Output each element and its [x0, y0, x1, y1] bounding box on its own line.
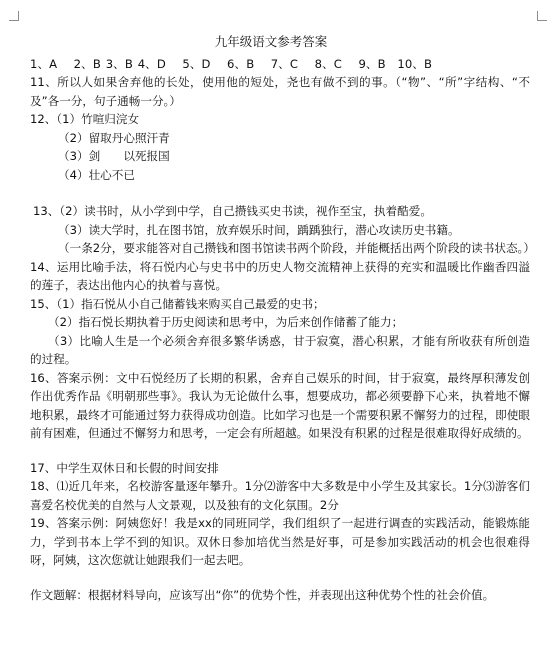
answer-13-part-3: （3）读大学时，扎在图书馆，放弃娱乐时间，踽踽独行，潜心攻读历史书籍。: [58, 222, 460, 237]
answer-13-scoring-note: （一条2分，要求能答对自己攒钱和图书馆读书两个阶段，并能概括出两个阶段的读书状态。）: [58, 241, 535, 255]
answer-15-part-1: 15、（1）指石悦从小自己储蓄钱来购买自己最爱的史书；: [30, 296, 325, 311]
answer-13-part-2: 13、（2）读书时，从小学到中学，自己攒钱买史书读，视作至宝，执着酷爱。: [33, 204, 432, 218]
answer-12-item-4: （4）壮心不已: [58, 167, 135, 182]
multiple-choice-answers: 1、A 2、B 3、B 4、D 5、D 6、B 7、C 8、C 9、B 10、B: [30, 56, 433, 71]
answer-19: 19、答案示例：阿姨您好！我是xx的同班同学，我们组织了一起进行调查的实践活动，能锻炼能力，学到书本上学不到的知识。双休日参加培优当然是好事，可是参加实践活动的机会也很难得呀，阿姨，这次您就让她跟我们一起去吧。: [30, 516, 530, 567]
answer-15-part-3: （3）比喻人生是一个必须舍弃很多繁华诱惑，甘于寂寞，潜心积累，才能有所收获有所创造的过程。: [30, 333, 530, 366]
blank-line: [30, 184, 530, 202]
answer-17: 17、中学生双休日和长假的时间安排: [30, 460, 219, 475]
answer-16: 16、答案示例：文中石悦经历了长期的积累，舍弃自己娱乐的时间，甘于寂寞，最终厚积薄发创作出优秀作品《明朝那些事》。我认为无论做什么事，想要成功，都必须要静下心来，执着地不懈地积累，最终才可能通过努力获得成功创造。比如学习也是一个需要积累不懈努力的过程，即使眼前有困难，但通过不懈努力和思考，一定会有所超越。如果没有积累的过程是很难取得好成绩的。: [30, 370, 530, 440]
answer-12-item-2: （2）留取丹心照汗青: [58, 130, 170, 145]
answer-key-body: [30, 33, 535, 604]
blank-line: [30, 443, 530, 459]
answer-12-head: 12、（1）竹喧归浣女: [30, 112, 140, 126]
answer-18: 18、⑴近几年来，名校游客量逐年攀升。1分⑵游客中大多数是中小学生及其家长。1分⑶游客们喜爱名校优美的自然与人文景观，以及独有的文化氛围。2分: [30, 479, 530, 512]
answer-12-item-3: （3）剑 以死报国: [58, 149, 170, 163]
answer-11: 11、所以人如果舍弃他的长处，使用他的短处，尧也有做不到的事。（“物”、“所”字结构、“不及”各一分，句子通畅一分。）: [30, 75, 530, 108]
essay-guidance: 作文题解：根据材料导向，应该写出“你”的优势个性，并表现出这种优势个性的社会价值。: [30, 587, 495, 602]
page-corner-mark-right: [537, 11, 547, 21]
page-corner-mark-left: [9, 11, 19, 21]
answer-14: 14、运用比喻手法，将石悦内心与史书中的历史人物交流精神上获得的充实和温暖比作幽香四溢的莲子，表达出他内心的执着与喜悦。: [30, 259, 530, 292]
document-title: 九年级语文参考答案: [214, 34, 328, 49]
blank-line: [30, 570, 530, 586]
answer-15-part-2: （2）指石悦长期执着于历史阅读和思考中，为后来创作储蓄了能力；: [48, 315, 404, 329]
